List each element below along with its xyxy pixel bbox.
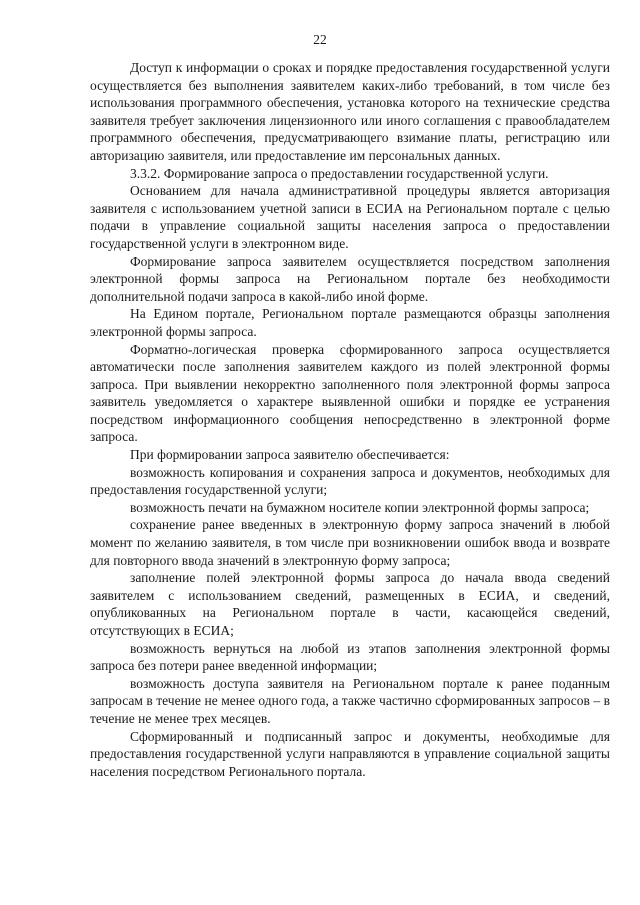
list-item-copy-save: возможность копирования и сохранения запроса и документов, необходимых для предоставления государственной услуги; [90,464,610,498]
list-item-save-values: сохранение ранее введенных в электронную форму запроса значений в любой момент по желанию заявителя, в том числе при возникновении ошибок ввода и возврате для повторного ввода значений в электронную форму запроса; [90,517,610,568]
list-item-access-requests: возможность доступа заявителя на Региональном портале к ранее поданным запросам в течение не менее одного года, а также частично сформированных запросов – в течение не менее трех месяцев. [90,675,610,726]
document-body [90,59,610,780]
paragraph-procedure-basis: Основанием для начала административной процедуры является авторизация заявителя с использованием учетной записи в ЕСИА на Региональном портале с целью подачи в управление социальной защиты населения запроса о предоставлении государственной услуги в электронном виде. [90,183,610,251]
section-heading-3-3-2: 3.3.2. Формирование запроса о предоставлении государственной услуги. [130,165,549,181]
list-item-return-step: возможность вернуться на любой из этапов заполнения электронной формы запроса без потери ранее введенной информации; [90,640,610,674]
paragraph-format-check: Форматно-логическая проверка сформированного запроса осуществляется автоматически после заполнения заявителем каждого из полей электронной формы запроса. При выявлении некорректно заполненного поля электронной формы запроса заявитель уведомляется о характере выявленной ошибки и порядке ее устранения посредством информационного сообщения непосредственно в электронной форме запроса. [90,341,610,445]
paragraph-request-forming: Формирование запроса заявителем осуществляется посредством заполнения электронной формы запроса на Региональном портале без необходимости дополнительной подачи запроса в какой-либо иной форме. [90,253,610,304]
paragraph-provided-features: При формировании запроса заявителю обеспечивается: [130,447,450,463]
list-item-prefill: заполнение полей электронной формы запроса до начала ввода сведений заявителем с использованием сведений, размещенных в ЕСИА, и сведений, опубликованных на Региональном портале в части, касающейся сведений, отсутствующих в ЕСИА; [90,570,610,638]
paragraph-submission: Сформированный и подписанный запрос и документы, необходимые для предоставления государственной услуги направляются в управление социальной защиты населения посредством Регионального портала. [90,728,610,779]
paragraph-form-samples: На Едином портале, Региональном портале размещаются образцы заполнения электронной формы запроса. [90,306,610,339]
list-item-print: возможность печати на бумажном носителе копии электронной формы запроса; [130,499,590,515]
page-number: 22 [313,32,327,47]
paragraph-access-info: Доступ к информации о сроках и порядке предоставления государственной услуги осуществляется без выполнения заявителем каких-либо требований, в том числе без использования программного обеспечения, установка которого на технические средства заявителя требует заключения лицензионного или иного соглашения с правообладателем программного обеспечения, предусматривающего взимание платы, регистрацию или авторизацию заявителя, или предоставление им персональных данных. [90,60,610,163]
